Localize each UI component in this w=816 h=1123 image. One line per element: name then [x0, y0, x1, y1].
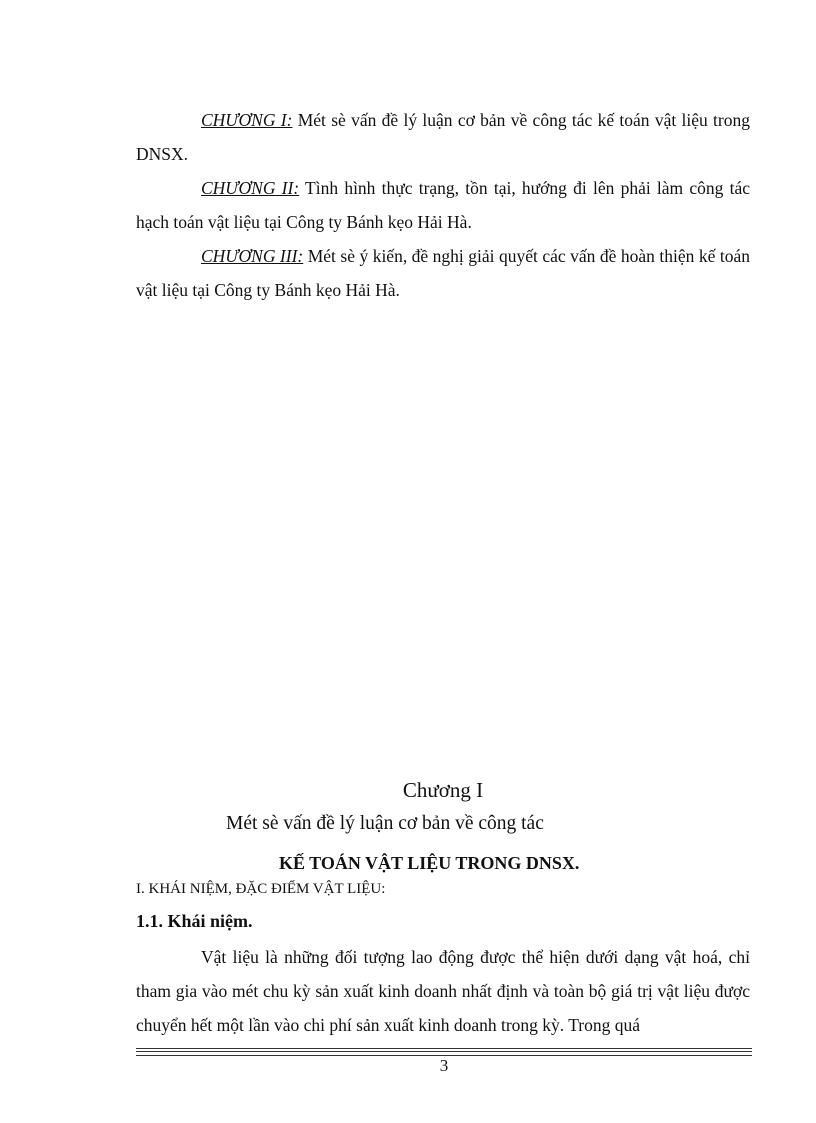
footer-rule-inner: [136, 1051, 752, 1052]
intro-chapter-2-text: Tình hình thực trạng, tồn tại, hướng đi lên phải làm công tác hạch toán vật liệu tại Công ty Bánh kẹo Hải Hà.: [136, 178, 750, 232]
intro-chapter-1-label: CHƯƠNG I:: [201, 110, 293, 130]
intro-chapter-2: [136, 171, 750, 239]
intro-chapter-3: [136, 239, 750, 307]
chapter-title: KẾ TOÁN VẬT LIỆU TRONG DNSX.: [279, 853, 580, 873]
intro-chapter-2-label: CHƯƠNG II:: [201, 178, 300, 198]
intro-chapter-3-label: CHƯƠNG III:: [201, 246, 304, 266]
intro-chapter-3-text: Mét sè ý kiến, đề nghị giải quyết các vấn đề hoàn thiện kế toán vật liệu tại Công ty Bánh kẹo Hải Hà.: [136, 246, 751, 300]
body-paragraph: Vật liệu là những đối tượng lao động được thể hiện dưới dạng vật hoá, chỉ tham gia vào mét chu kỳ sản xuất kinh doanh nhất định và toàn bộ giá trị vật liệu được chuyển hết một lần vào chi phí sản xuất kinh doanh trong kỳ. Trong quá: [136, 947, 750, 1035]
page-number: 3: [439, 1056, 449, 1075]
chapter-number: Chương I: [402, 778, 484, 802]
subsection-heading: 1.1. Khái niệm.: [136, 911, 253, 931]
intro-chapter-1-text: Mét sè vấn đề lý luận cơ bản về công tác kế toán vật liệu trong DNSX.: [136, 110, 750, 164]
chapter-subtitle: Mét sè vấn đề lý luận cơ bản về công tác: [226, 813, 544, 834]
intro-chapter-1: [136, 103, 750, 171]
footer-rule: [136, 1048, 752, 1056]
section-heading: I. KHÁI NIỆM, ĐẶC ĐIỂM VẬT LIỆU:: [136, 881, 386, 897]
